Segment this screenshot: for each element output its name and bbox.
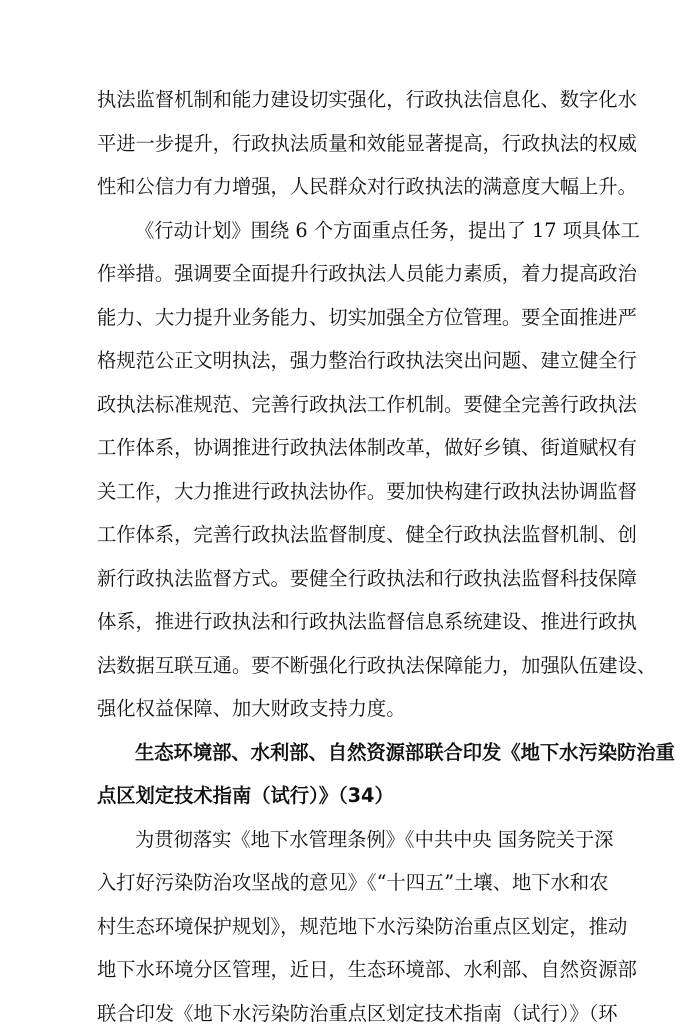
- text-line: 性和公信力有力增强，人民群众对行政执法的满意度大幅上升。: [97, 165, 603, 209]
- text-line: 格规范公正文明执法，强力整治行政执法突出问题、建立健全行: [97, 339, 603, 383]
- text-line: 能力、大力提升业务能力、切实加强全方位管理。要全面推进严: [97, 296, 603, 340]
- text-line: 为贯彻落实《地下水管理条例》《中共中央 国务院关于深: [97, 818, 603, 862]
- text-line: 工作体系，协调推进行政执法体制改革，做好乡镇、街道赋权有: [97, 426, 603, 470]
- text-line: 联合印发《地下水污染防治重点区划定技术指南（试行）》（环: [97, 992, 603, 1035]
- text-line: 入打好污染防治攻坚战的意见》《“十四五”土壤、地下水和农: [97, 861, 603, 905]
- heading-line: 生态环境部、水利部、自然资源部联合印发《地下水污染防治重: [97, 731, 603, 775]
- heading-line: 点区划定技术指南（试行）》（34）: [97, 774, 603, 818]
- text-line: 工作体系，完善行政执法监督制度、健全行政执法监督机制、创: [97, 513, 603, 557]
- text-line: 平进一步提升，行政执法质量和效能显著提高，行政执法的权威: [97, 122, 603, 166]
- text-line: 地下水环境分区管理，近日，生态环境部、水利部、自然资源部: [97, 948, 603, 992]
- text-line: 体系，推进行政执法和行政执法监督信息系统建设、推进行政执: [97, 600, 603, 644]
- text-line: 村生态环境保护规划》，规范地下水污染防治重点区划定，推动: [97, 905, 603, 949]
- paragraph-groundwater: [97, 818, 603, 1035]
- text-line: 政执法标准规范、完善行政执法工作机制。要健全完善行政执法: [97, 383, 603, 427]
- text-line: 《行动计划》围绕 6 个方面重点任务，提出了 17 项具体工: [97, 209, 603, 253]
- text-line: 法数据互联互通。要不断强化行政执法保障能力，加强队伍建设、: [97, 644, 603, 688]
- text-line: 作举措。强调要全面提升行政执法人员能力素质，着力提高政治: [97, 252, 603, 296]
- text-line: 关工作，大力推进行政执法协作。要加快构建行政执法协调监督: [97, 470, 603, 514]
- text-line: 执法监督机制和能力建设切实强化，行政执法信息化、数字化水: [97, 78, 603, 122]
- paragraph-action-plan: [97, 209, 603, 731]
- paragraph-continuation: [97, 78, 603, 209]
- text-line: 强化权益保障、加大财政支持力度。: [97, 687, 603, 731]
- text-line: 新行政执法监督方式。要健全行政执法和行政执法监督科技保障: [97, 557, 603, 601]
- section-heading: [97, 731, 603, 818]
